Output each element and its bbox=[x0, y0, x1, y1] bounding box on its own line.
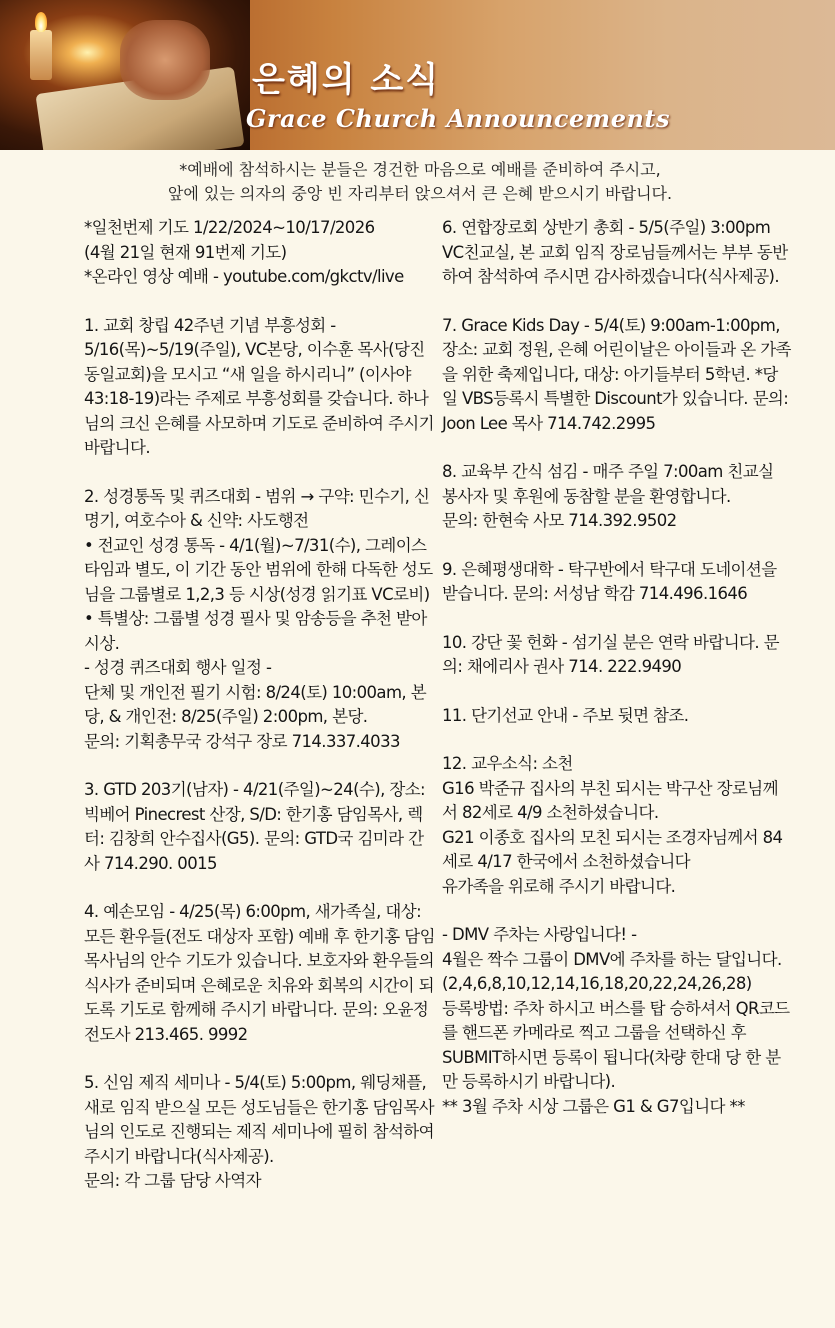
notice-line-2: 앞에 있는 의자의 중앙 빈 자리부터 앉으셔서 큰 은혜 받으시기 바랍니다. bbox=[167, 184, 673, 203]
page-subtitle: Grace Church Announcements bbox=[246, 104, 671, 133]
announcement-11: 11. 단기선교 안내 - 주보 뒷면 참조. bbox=[442, 705, 689, 725]
announcement-10: 10. 강단 꽃 헌화 - 섬기실 분은 연락 바랍니다. 문의: 채에리사 권사 714. 222.9490 bbox=[442, 632, 780, 676]
announcement-3: 3. GTD 203기(남자) - 4/21(주일)~24(수), 장소: 빅베어 Pinecrest 산장, S/D: 한기홍 담임목사, 렉터: 김창희 안수집사(G5). 문의: GTD국 김미라 간사 714.290. 0015 bbox=[84, 780, 426, 873]
announcement-8: 8. 교육부 간식 섬김 - 매주 주일 7:00am 친교실 봉사자 및 후원에 동참할 분을 환영합니다. 문의: 한현숙 사모 714.392.9502 bbox=[442, 462, 774, 530]
announcement-dmv-parking: - DMV 주차는 사랑입니다! - 4월은 짝수 그룹이 DMV에 주차를 하는 달입니다. (2,4,6,8,10,12,14,16,18,20,22,24,26,28) 등록방법: 주차 하시고 버스를 탑 승하셔서 QR코드를 핸드폰 카메라로 찍고 그룹을 선택하신 후 SUBMIT하시면 등록이 됩니다(차량 한대 당 한 분만 등록하시기 바랍니다). ** 3월 주차 시상 그룹은 G1 & G7입니다 ** bbox=[442, 925, 790, 1116]
announcement-1: 1. 교회 창립 42주년 기념 부흥성회 - 5/16(목)~5/19(주일), VC본당, 이수훈 목사(당진동일교회)을 모시고 “새 일을 하시리니” (이사야 43:18-19)라는 주제로 부흥성회를 갖습니다. 하나님의 크신 은혜를 사모하며 기도로 준비하여 주시기 바랍니다. bbox=[84, 315, 434, 457]
announcement-7: 7. Grace Kids Day - 5/4(토) 9:00am-1:00pm, 장소: 교회 정원, 은혜 어린이날은 아이들과 온 가족을 위한 축제입니다, 대상: 아기들부터 5학년. *당일 VBS등록시 특별한 Discount가 있습니다. 문의: Joon Lee 목사 714.742.2995 bbox=[442, 315, 791, 433]
worship-notice bbox=[80, 158, 760, 206]
right-column bbox=[442, 216, 792, 1119]
announcement-prayer-online: *일천번제 기도 1/22/2024~10/17/2026 (4월 21일 현재 91번제 기도) *온라인 영상 예배 - youtube.com/gkctv/live bbox=[84, 218, 404, 286]
announcement-2: 2. 성경통독 및 퀴즈대회 - 범위 → 구약: 민수기, 신명기, 여호수아 & 신약: 사도행전 • 전교인 성경 통독 - 4/1(월)~7/31(수), 그레이스타임과 별도, 이 기간 동안 범위에 한해 다독한 성도님을 그룹별로 1,2,3 등 시상(성경 읽기표 VC로비) • 특별상: 그룹별 성경 필사 및 암송등을 추천 받아 시상. - 성경 퀴즈대회 행사 일정 - 단체 및 개인전 필기 시험: 8/24(토) 10:00am, 본당, & 개인전: 8/25(주일) 2:00pm, 본당. 문의: 기획총무국 강석구 장로 714.337.4033 bbox=[84, 486, 433, 751]
announcement-12: 12. 교우소식: 소천 G16 박준규 집사의 부친 되시는 박구산 장로님께서 82세로 4/9 소천하셨습니다. G21 이종호 집사의 모친 되시는 조경자님께서 84세로 4/17 한국에서 소천하셨습니다 유가족을 위로해 주시기 바랍니다. bbox=[442, 754, 783, 896]
candle-flame-icon bbox=[35, 12, 47, 32]
header-banner bbox=[0, 0, 835, 150]
candle-image bbox=[30, 30, 52, 80]
page-title: 은혜의 소식 bbox=[252, 60, 441, 100]
candle-bible-photo bbox=[0, 0, 250, 150]
announcement-6: 6. 연합장로회 상반기 총회 - 5/5(주일) 3:00pm VC친교실, 본 교회 임직 장로님들께서는 부부 동반하여 참석하여 주시면 감사하겠습니다(식사제공). bbox=[442, 218, 788, 286]
announcement-4: 4. 예손모임 - 4/25(목) 6:00pm, 새가족실, 대상: 모든 환우들(전도 대상자 포함) 예배 후 한기홍 담임목사님의 안수 기도가 있습니다. 보호자와 환우들의 식사가 준비되며 은혜로운 치유와 회복의 시간이 되도록 기도로 함께해 주시기 바랍니다. 문의: 오윤정 전도사 213.465. 9992 bbox=[84, 902, 435, 1044]
announcement-9: 9. 은혜평생대학 - 탁구반에서 탁구대 도네이션을 받습니다. 문의: 서성남 학감 714.496.1646 bbox=[442, 559, 777, 603]
praying-hands-image bbox=[120, 20, 210, 100]
announcement-5: 5. 신임 제직 세미나 - 5/4(토) 5:00pm, 웨딩채플, 새로 임직 받으실 모든 성도님들은 한기홍 담임목사님의 인도로 진행되는 제직 세미나에 필히 참석하여 주시기 바랍니다(식사제공). 문의: 각 그룹 담당 사역자 bbox=[84, 1073, 434, 1190]
left-column bbox=[84, 216, 436, 1194]
notice-line-1: *예배에 참석하시는 분들은 경건한 마음으로 예배를 준비하여 주시고, bbox=[179, 160, 661, 179]
